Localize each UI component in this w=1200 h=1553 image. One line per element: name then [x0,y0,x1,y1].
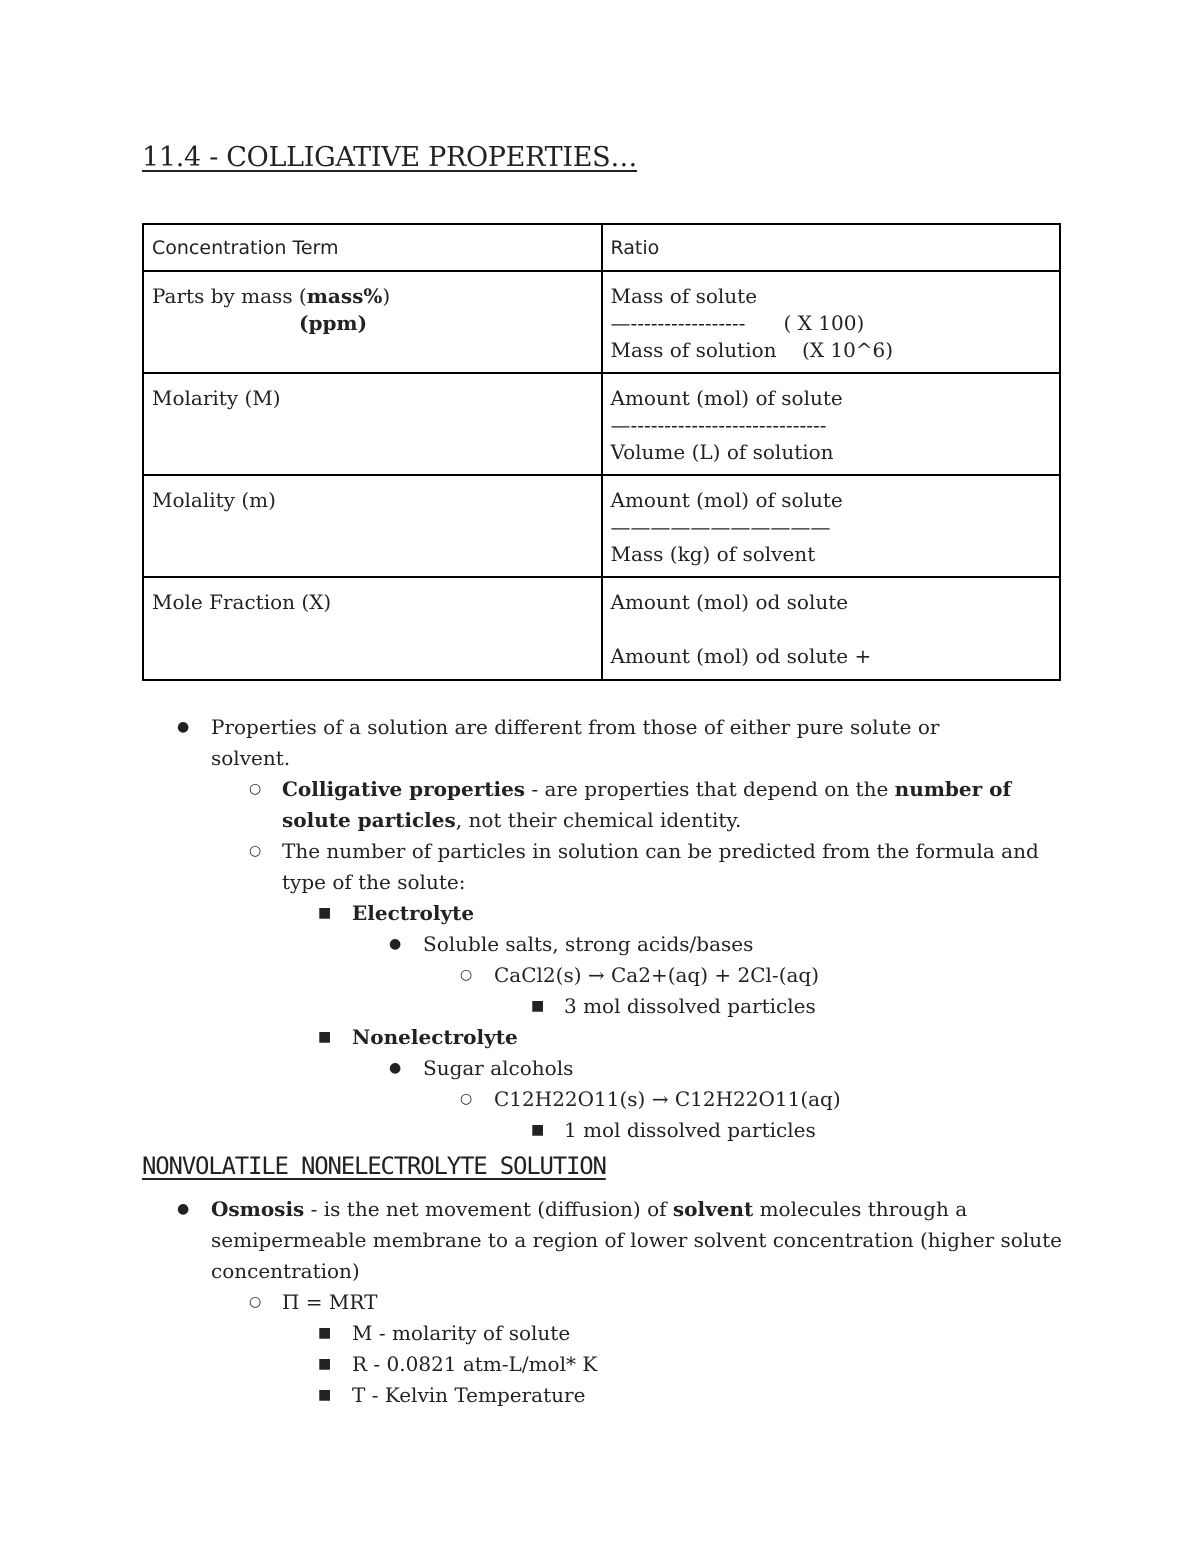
bullet-square-icon: ■ [318,905,332,921]
list-item: ○ The number of particles in solution can be predicted from the formula and type of the solute: [0,836,1062,898]
bullet-circle-icon: ○ [249,781,262,797]
bullet-square-icon: ■ [531,998,545,1014]
list-item: ■ 3 mol dissolved particles [0,991,1200,1022]
term-ppm: (ppm) [299,311,368,335]
table-row [143,577,1060,680]
header-ratio: Ratio [602,224,1061,271]
bullet-disc-icon: ● [177,1201,190,1217]
page-title: 11.4 - COLLIGATIVE PROPERTIES… [142,142,638,173]
bullet-square-icon: ■ [531,1122,545,1138]
list-item: ● Osmosis - is the net movement (diffusion) of solvent molecules through a semipermeable membrane to a region of lower solvent concentration (higher solute concentration) [0,1194,1071,1287]
table-row [143,475,1060,577]
term-cell-molarity: Molarity (M) [143,373,602,475]
bullet-circle-icon: ○ [460,967,473,983]
list-item: ■ T - Kelvin Temperature [0,1380,1200,1411]
bullet-disc-icon: ● [177,719,190,735]
table-header-row [143,224,1060,271]
bullet-square-icon: ■ [318,1325,332,1341]
term-cell-parts-by-mass: Parts by mass (mass%) (ppm) [143,271,602,373]
ratio-cell-mole-fraction: Amount (mol) od solute Amount (mol) od solute + [602,577,1061,680]
list-item: ■ Nonelectrolyte [0,1022,1200,1053]
list-item: ○ Π = MRT [0,1287,1200,1318]
bullet-circle-icon: ○ [460,1091,473,1107]
bullet-square-icon: ■ [318,1356,332,1372]
table-row [143,373,1060,475]
section-heading: NONVOLATILE NONELECTROLYTE SOLUTION [142,1152,606,1180]
bullet-circle-icon: ○ [249,1294,262,1310]
list-item: ● Soluble salts, strong acids/bases [0,929,1200,960]
table-row [143,271,1060,373]
list-item: ○ CaCl2(s) → Ca2+(aq) + 2Cl-(aq) [0,960,1200,991]
list-item: ● Properties of a solution are different from those of either pure solute or solvent. [0,712,1011,774]
list-item: ○ Colligative properties - are properties that depend on the number of solute particles, not their chemical identity. [0,774,1062,836]
list-item: ○ C12H22O11(s) → C12H22O11(aq) [0,1084,1200,1115]
term-cell-molality: Molality (m) [143,475,602,577]
term-cell-mole-fraction: Mole Fraction (X) [143,577,602,680]
concentration-table [142,223,1061,681]
osmosis-bullet-list [0,1194,1200,1411]
ratio-cell-parts-by-mass: Mass of solute —----------------- ( X 100) Mass of solution (X 10^6) [602,271,1061,373]
list-item: ■ M - molarity of solute [0,1318,1200,1349]
bullet-square-icon: ■ [318,1029,332,1045]
list-item: ■ 1 mol dissolved particles [0,1115,1200,1146]
bullet-square-icon: ■ [318,1387,332,1403]
list-item: ● Sugar alcohols [0,1053,1200,1084]
list-item: ■ R - 0.0821 atm-L/mol* K [0,1349,1200,1380]
ratio-cell-molality: Amount (mol) of solute ——————————— Mass (kg) of solvent [602,475,1061,577]
bullet-disc-icon: ● [389,1060,402,1076]
colligative-bullet-list [0,712,1200,1146]
list-item: ■ Electrolyte [0,898,1200,929]
ratio-cell-molarity: Amount (mol) of solute —----------------------------- Volume (L) of solution [602,373,1061,475]
header-concentration-term: Concentration Term [143,224,602,271]
bullet-circle-icon: ○ [249,843,262,859]
bullet-disc-icon: ● [389,936,402,952]
